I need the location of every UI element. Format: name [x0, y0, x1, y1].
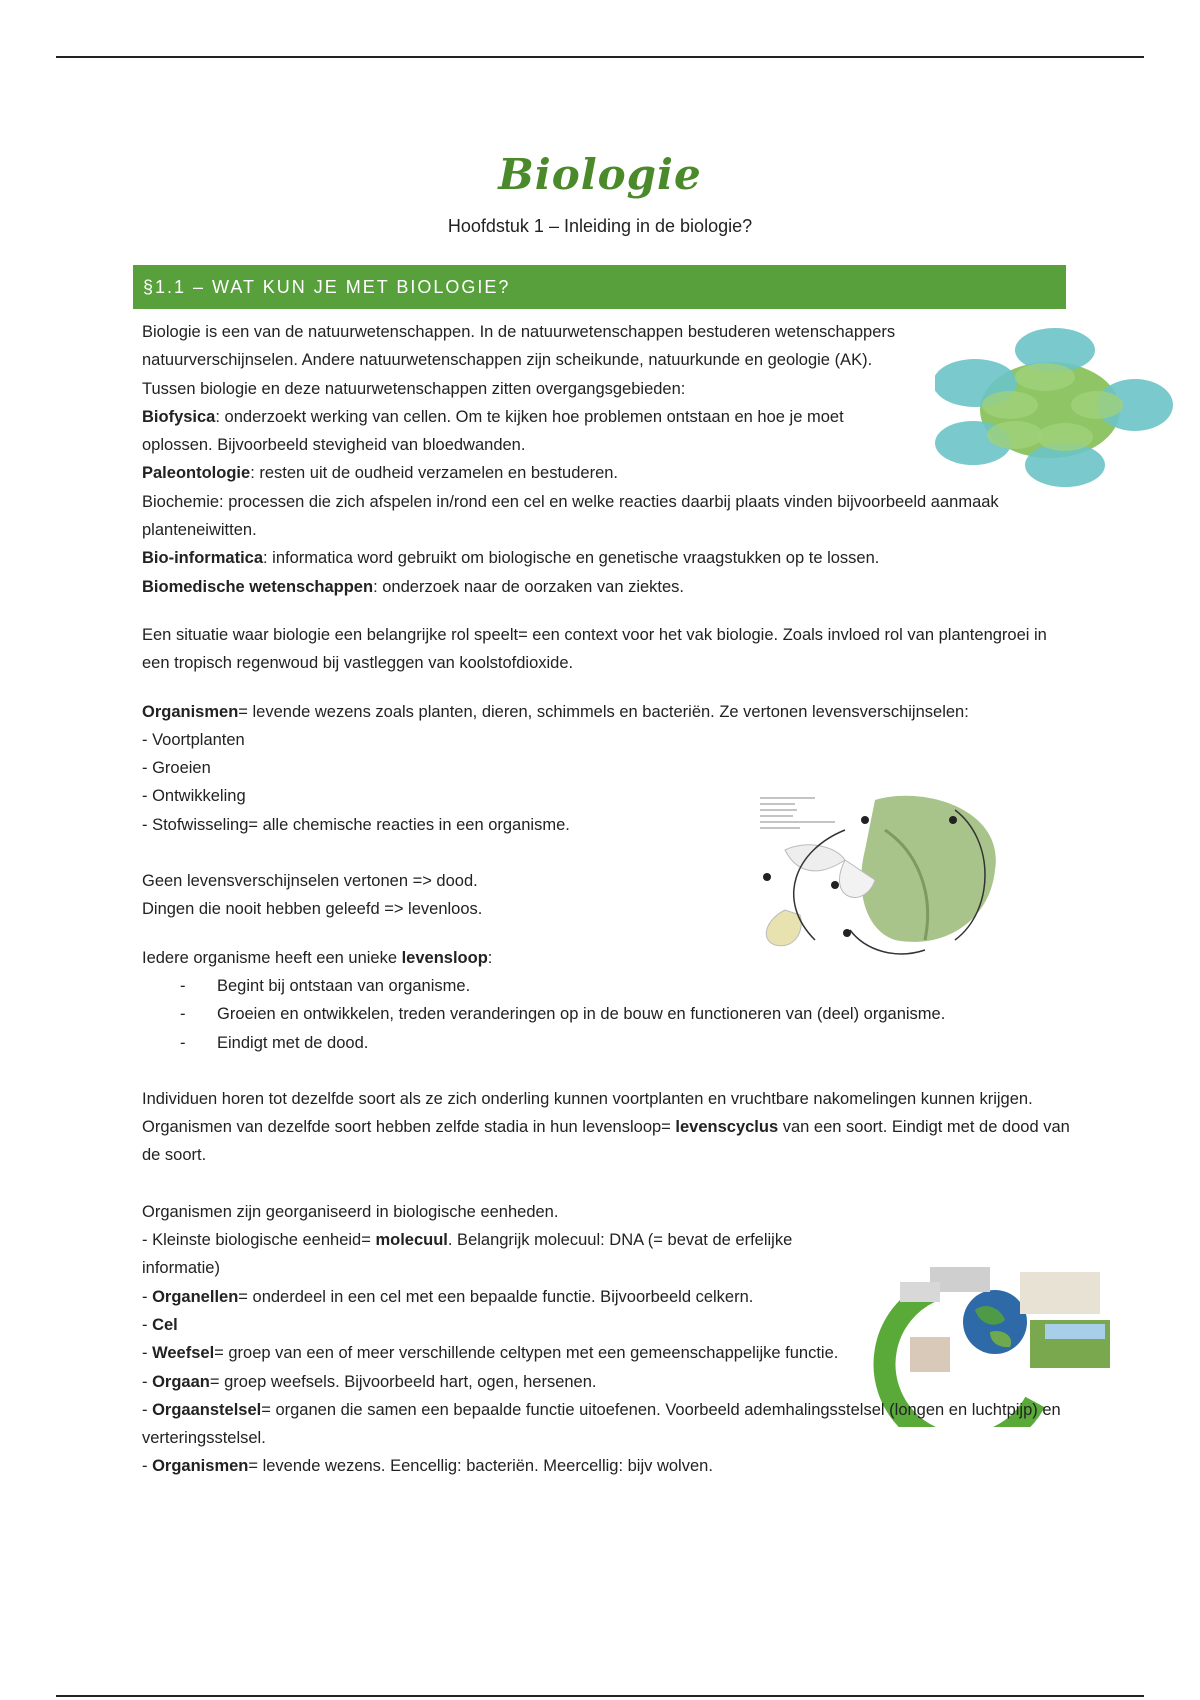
list-item: - Eindigt met de dood.: [142, 1029, 1072, 1057]
levenloos-line: Dingen die nooit hebben geleefd => levenloos.: [142, 900, 483, 919]
life-feature-item: - Stofwisseling= alle chemische reacties in een organisme.: [142, 815, 570, 834]
orgaanstelsel-term: Orgaanstelsel: [152, 1400, 262, 1419]
level-weefsel-text: = groep van een of meer verschillende celtypen met een gemeenschappelijke functie.: [214, 1344, 839, 1363]
cel-term: Cel: [152, 1315, 178, 1334]
levensloop-term: levensloop: [401, 948, 488, 967]
intro-paragraph: Biologie is een van de natuurwetenschappen. In de natuurwetenschappen bestuderen wetenschappers natuurverschijnselen. Andere natuurwetenschappen zijn scheikunde, natuurkunde en geologie (AK). Tussen biologie en deze natuurwetenschappen zitten overgangsgebieden:: [142, 323, 896, 398]
biochemie-definition: Biochemie: processen die zich afspelen in/rond een cel en welke reacties daarbij plaats vinden bijvoorbeeld aanmaak planteneiwitten.: [142, 492, 999, 540]
bioinformatica-text: : informatica word gebruikt om biologische en genetische vraagstukken op te lossen.: [263, 549, 880, 568]
level-molecuul: [142, 1226, 862, 1283]
molecuul-term: molecuul: [375, 1231, 448, 1250]
bioinformatica-term: Bio-informatica: [142, 549, 264, 568]
level-molecuul-prefix: - Kleinste biologische eenheid=: [142, 1231, 376, 1250]
organisms-term: Organismen: [142, 702, 239, 721]
life-feature-item: - Ontwikkeling: [142, 787, 246, 806]
level-molecuul-text: . Belangrijk molecuul: DNA (= bevat de erfelijke informatie): [142, 1231, 793, 1278]
levels-intro: Organismen zijn georganiseerd in biologische eenheden.: [142, 1202, 559, 1221]
lifecycle-list: [142, 972, 1072, 1057]
species-text-b: van een soort. Eindigt met de dood van de soort.: [142, 1118, 1070, 1165]
organismen-level-term: Organismen: [152, 1457, 249, 1476]
life-feature-item: - Groeien: [142, 759, 211, 778]
level-orgaan: - Orgaan= groep weefsels. Bijvoorbeeld hart, ogen, hersenen.: [142, 1372, 597, 1391]
level-cel: - Cel: [142, 1315, 178, 1334]
bioinformatica-definition: [142, 544, 1072, 572]
level-orgaan-text: = groep weefsels. Bijvoorbeeld hart, ogen, hersenen.: [209, 1372, 597, 1391]
organisms-definition: [142, 698, 1072, 726]
level-organismen: - Organismen= levende wezens. Eencellig: bacteriën. Meercellig: bijv wolven.: [142, 1457, 713, 1476]
main-content: [142, 318, 1072, 1481]
bottom-rule: [56, 1695, 1144, 1697]
level-weefsel: - Weefsel= groep van een of meer verschillende celtypen met een gemeenschappelijke functie.: [142, 1344, 839, 1363]
species-text-a: Individuen horen tot dezelfde soort als ze zich onderling kunnen voortplanten en vruchtbare nakomelingen kunnen krijgen. Organismen van dezelfde soort hebben zelfde stadia in hun levensloop=: [142, 1089, 1033, 1137]
level-organellen-text: = onderdeel in een cel met een bepaalde functie. Bijvoorbeeld celkern.: [238, 1287, 754, 1306]
weefsel-term: Weefsel: [152, 1344, 215, 1363]
levenscyclus-term: levenscyclus: [675, 1118, 779, 1137]
biofysica-text: : onderzoekt werking van cellen. Om te kijken hoe problemen ontstaan en hoe je moet oplossen. Bijvoorbeeld stevigheid van bloedwanden.: [142, 407, 844, 455]
context-paragraph: Een situatie waar biologie een belangrijke rol speelt= een context voor het vak biologie. Zoals invloed rol van plantengroei in een tropisch regenwoud bij vastleggen van koolstofdioxide.: [142, 625, 1047, 673]
biofysica-term: Biofysica: [142, 407, 216, 426]
level-organismen-text: = levende wezens. Eencellig: bacteriën. Meercellig: bijv wolven.: [248, 1457, 713, 1476]
level-orgaanstelsel-text: = organen die samen een bepaalde functie uitoefenen. Voorbeeld ademhalingsstelsel (longen en luchtpijp) en verteringsstelsel.: [142, 1400, 1061, 1448]
paleontologie-term: Paleontologie: [142, 464, 251, 483]
list-item: - Begint bij ontstaan van organisme.: [142, 972, 1072, 1000]
organisms-text: = levende wezens zoals planten, dieren, schimmels en bacteriën. Ze vertonen levensverschijnselen:: [238, 702, 969, 721]
document-title: Biologie: [498, 150, 702, 199]
chapter-subtitle: Hoofdstuk 1 – Inleiding in de biologie?: [447, 216, 753, 236]
paleontologie-definition: [142, 459, 1072, 487]
lifecycle-intro-colon: :: [487, 948, 493, 967]
orgaan-term: Orgaan: [152, 1372, 210, 1391]
life-feature-item: - Voortplanten: [142, 730, 245, 749]
biomedisch-term: Biomedische wetenschappen: [142, 577, 374, 596]
level-orgaanstelsel: - Orgaanstelsel= organen die samen een bepaalde functie uitoefenen. Voorbeeld ademhalingsstelsel (longen en luchtpijp) en verteringsstelsel.: [142, 1400, 1061, 1448]
lifecycle-intro-text: Iedere organisme heeft een unieke: [142, 948, 402, 967]
biomedisch-text: : onderzoek naar de oorzaken van ziektes.: [373, 577, 685, 596]
list-item: - Groeien en ontwikkelen, treden veranderingen op in de bouw en functioneren van (deel) organisme.: [142, 1000, 1072, 1028]
dood-line: Geen levensverschijnselen vertonen => dood.: [142, 872, 478, 891]
organellen-term: Organellen: [152, 1287, 239, 1306]
biofysica-definition: [142, 403, 912, 460]
lifecycle-intro: [142, 944, 1072, 972]
biomedisch-definition: [142, 573, 1072, 601]
section-heading: §1.1 – WAT KUN JE MET BIOLOGIE?: [133, 265, 1066, 309]
species-paragraph: [142, 1085, 1072, 1170]
top-rule: [56, 56, 1144, 58]
paleontologie-text: : resten uit de oudheid verzamelen en bestuderen.: [250, 464, 619, 483]
level-organellen: - Organellen= onderdeel in een cel met een bepaalde functie. Bijvoorbeeld celkern.: [142, 1287, 754, 1306]
